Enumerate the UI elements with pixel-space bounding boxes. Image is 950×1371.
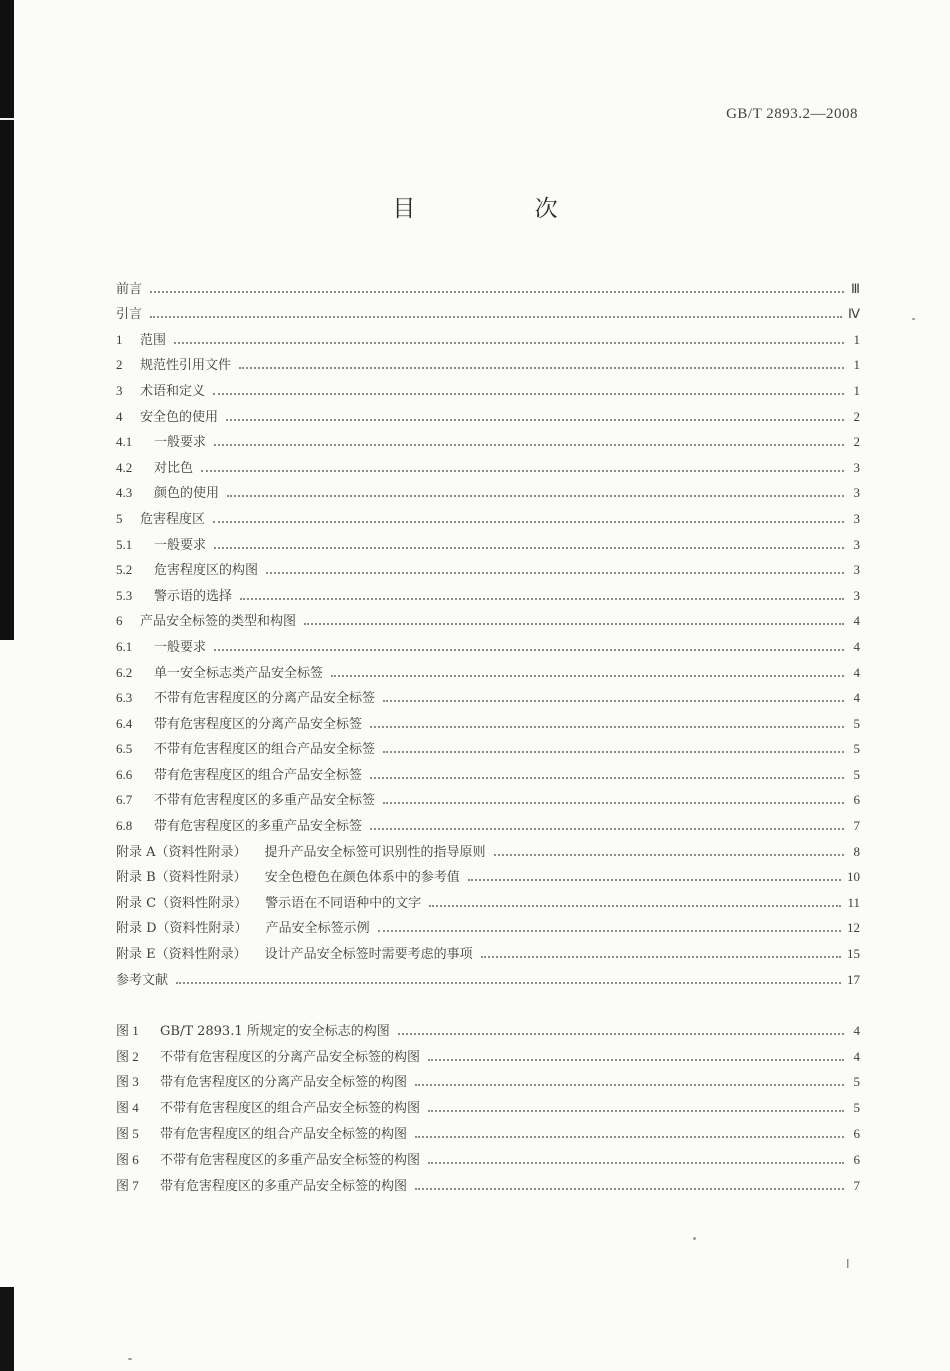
toc-entry[interactable] (116, 860, 860, 886)
scan-edge-top (0, 0, 14, 640)
section-title: 不带有危害程度区的多重产品安全标签 (154, 793, 376, 809)
scan-edge-bottom (0, 1287, 14, 1371)
dot-leader (239, 366, 844, 369)
section-number: 6.8 (116, 818, 133, 834)
section-title: 危害程度区的构图 (154, 563, 259, 579)
section-number: 6 (116, 613, 123, 629)
section-title: 单一安全标志类产品安全标签 (154, 665, 324, 681)
page-number: 5 (853, 1100, 860, 1116)
toc-entry[interactable] (116, 757, 860, 783)
scan-speck (912, 318, 915, 320)
page-number: 4 (853, 1048, 860, 1064)
page-number: 17 (847, 971, 860, 987)
page-number: 5 (853, 715, 860, 731)
page-number: 4 (853, 638, 860, 654)
dot-leader (428, 1161, 844, 1164)
page-number: 1 (853, 357, 860, 373)
toc-entry[interactable] (116, 553, 860, 579)
toc-entry[interactable] (116, 629, 860, 655)
figure-entry[interactable] (116, 1168, 860, 1194)
figure-number: 图 7 (116, 1177, 139, 1193)
dot-leader (214, 648, 844, 651)
section-number: 5 (116, 510, 123, 526)
page-number: 4 (853, 690, 860, 706)
section-title: 提升产品安全标签可识别性的指导原则 (264, 844, 486, 860)
section-title: 对比色 (154, 460, 194, 476)
dot-leader (481, 955, 841, 958)
figure-title: 带有危害程度区的多重产品安全标签的构图 (160, 1178, 408, 1194)
section-number: 5.3 (116, 587, 133, 603)
page-number: 6 (853, 792, 860, 808)
page-number: 15 (847, 946, 860, 962)
appendix-prefix: 附录 E（资料性附录） (116, 947, 247, 963)
section-number: 3 (116, 382, 123, 398)
section-number: 1 (116, 331, 123, 347)
section-number: 4.2 (116, 459, 133, 475)
toc-entry[interactable] (116, 348, 860, 374)
page-number: 7 (853, 818, 860, 834)
figure-title: 不带有危害程度区的多重产品安全标签的构图 (160, 1152, 421, 1168)
page-number: 3 (853, 459, 860, 475)
toc-entry[interactable] (116, 399, 860, 425)
figure-entry[interactable] (116, 1090, 860, 1116)
dot-leader (213, 392, 844, 395)
toc-list (116, 271, 860, 988)
dot-leader (214, 546, 844, 549)
section-title: 术语和定义 (140, 383, 206, 399)
figure-entry[interactable] (116, 1039, 860, 1065)
page-number: 6 (853, 1151, 860, 1167)
dot-leader (428, 1109, 844, 1112)
section-title: 产品安全标签的类型和构图 (140, 614, 297, 630)
section-title: 安全色的使用 (140, 409, 219, 425)
toc-entry[interactable] (116, 962, 860, 988)
dot-leader (201, 469, 844, 472)
dot-leader (150, 315, 842, 318)
section-title: 不带有危害程度区的组合产品安全标签 (154, 742, 376, 758)
section-title: 颜色的使用 (154, 486, 220, 502)
toc-entry[interactable] (116, 373, 860, 399)
section-title: 不带有危害程度区的分离产品安全标签 (154, 691, 376, 707)
page-number: 1 (853, 331, 860, 347)
page-number: 4 (853, 613, 860, 629)
page-number: Ⅲ (851, 280, 860, 296)
section-title: 一般要求 (154, 435, 207, 451)
page-number: 12 (847, 920, 860, 936)
dot-leader (383, 750, 844, 753)
appendix-prefix: 附录 A（资料性附录） (116, 844, 247, 860)
dot-leader (266, 571, 844, 574)
toc-entry[interactable] (116, 322, 860, 348)
toc-entry[interactable] (116, 655, 860, 681)
section-number: 2 (116, 357, 123, 373)
section-number: 6.4 (116, 715, 133, 731)
figure-list (116, 1013, 860, 1194)
toc-entry[interactable] (116, 783, 860, 809)
toc-entry[interactable] (116, 808, 860, 834)
toc-entry[interactable] (116, 450, 860, 476)
section-title: 安全色橙色在颜色体系中的参考值 (264, 870, 460, 886)
page-number: 2 (853, 408, 860, 424)
dot-leader (494, 853, 844, 856)
section-title: 规范性引用文件 (140, 358, 232, 374)
appendix-prefix: 附录 C（资料性附录） (116, 895, 248, 911)
dot-leader (331, 674, 844, 677)
dot-leader (370, 776, 844, 779)
section-number: 6.2 (116, 664, 133, 680)
scan-edge-notch (0, 118, 14, 120)
dot-leader (370, 725, 844, 728)
toc-entry[interactable] (116, 578, 860, 604)
figure-number: 图 2 (116, 1048, 139, 1064)
section-number: 4.1 (116, 434, 133, 450)
toc-entry[interactable] (116, 911, 860, 937)
page-number: 8 (853, 843, 860, 859)
section-title: 带有危害程度区的多重产品安全标签 (154, 819, 363, 835)
toc-entry[interactable] (116, 271, 860, 297)
toc-entry[interactable] (116, 501, 860, 527)
toc-entry[interactable] (116, 425, 860, 451)
section-title: 一般要求 (154, 537, 207, 553)
dot-leader (227, 494, 844, 497)
section-number: 4.3 (116, 485, 133, 501)
section-title: 一般要求 (154, 639, 207, 655)
page-number: 5 (853, 1074, 860, 1090)
dot-leader (383, 801, 844, 804)
dot-leader (214, 443, 844, 446)
section-title: 产品安全标签示例 (265, 921, 370, 937)
scan-speck (693, 1237, 696, 1240)
dot-leader (240, 597, 844, 600)
page-marker: Ⅰ (846, 1257, 850, 1271)
toc-entry[interactable] (116, 732, 860, 758)
dot-leader (415, 1135, 844, 1138)
page-number: 3 (853, 562, 860, 578)
figure-number: 图 6 (116, 1151, 139, 1167)
page-number: 3 (853, 485, 860, 501)
section-title: 范围 (140, 332, 167, 348)
toc-entry[interactable] (116, 681, 860, 707)
dot-leader (383, 699, 844, 702)
figure-title: 不带有危害程度区的组合产品安全标签的构图 (160, 1101, 421, 1117)
page-number: 5 (853, 741, 860, 757)
page-number: 1 (853, 382, 860, 398)
figure-number: 图 5 (116, 1125, 139, 1141)
dot-leader (429, 904, 841, 907)
page-number: Ⅳ (848, 306, 860, 322)
toc-entry[interactable] (116, 297, 860, 323)
dot-leader (398, 1032, 844, 1035)
figure-title: 带有危害程度区的组合产品安全标签的构图 (160, 1126, 408, 1142)
section-title: 设计产品安全标签时需要考虑的事项 (264, 947, 473, 963)
page-number: 3 (853, 536, 860, 552)
toc-entry[interactable] (116, 834, 860, 860)
dot-leader (378, 929, 841, 932)
figure-title: GB/T 2893.1 所规定的安全标志的构图 (160, 1023, 390, 1039)
dot-leader (415, 1187, 844, 1190)
dot-leader (370, 827, 844, 830)
scan-speck (128, 1358, 132, 1360)
dot-leader (428, 1058, 844, 1061)
figure-title: 带有危害程度区的分离产品安全标签的构图 (160, 1075, 408, 1091)
section-number: 5.2 (116, 562, 133, 578)
page-number: 10 (847, 869, 860, 885)
document-code: GB/T 2893.2—2008 (726, 106, 858, 122)
section-title: 前言 (116, 281, 143, 297)
figure-entry[interactable] (116, 1013, 860, 1039)
page-number: 6 (853, 1125, 860, 1141)
dot-leader (468, 878, 841, 881)
section-number: 4 (116, 408, 123, 424)
figure-number: 图 3 (116, 1074, 139, 1090)
section-number: 6.3 (116, 690, 133, 706)
section-number: 6.6 (116, 766, 133, 782)
appendix-prefix: 附录 D（资料性附录） (116, 921, 248, 937)
toc-entry[interactable] (116, 476, 860, 502)
toc-entry[interactable] (116, 936, 860, 962)
page-number: 4 (853, 664, 860, 680)
dot-leader (213, 520, 844, 523)
dot-leader (226, 418, 844, 421)
toc-entry[interactable] (116, 604, 860, 630)
dot-leader (415, 1083, 844, 1086)
section-title: 危害程度区 (140, 511, 206, 527)
section-number: 5.1 (116, 536, 133, 552)
page-number: 4 (853, 1022, 860, 1038)
page-number: 11 (847, 894, 860, 910)
section-title: 引言 (116, 307, 143, 323)
page-number: 2 (853, 434, 860, 450)
page-number: 3 (853, 587, 860, 603)
page-number: 7 (853, 1177, 860, 1193)
dot-leader (150, 290, 844, 293)
dot-leader (176, 981, 841, 984)
dot-leader (174, 341, 844, 344)
figure-title: 不带有危害程度区的分离产品安全标签的构图 (160, 1049, 421, 1065)
toc-entry[interactable] (116, 527, 860, 553)
section-number: 6.5 (116, 741, 133, 757)
section-title: 带有危害程度区的分离产品安全标签 (154, 716, 363, 732)
section-title: 警示语在不同语种中的文字 (265, 895, 422, 911)
toc-entry[interactable] (116, 706, 860, 732)
figure-number: 图 4 (116, 1100, 139, 1116)
section-number: 6.7 (116, 792, 133, 808)
section-number: 6.1 (116, 638, 133, 654)
toc-entry[interactable] (116, 885, 860, 911)
page-title: 目 次 (392, 196, 614, 222)
section-title: 带有危害程度区的组合产品安全标签 (154, 767, 363, 783)
figure-number: 图 1 (116, 1022, 139, 1038)
figure-entry[interactable] (116, 1065, 860, 1091)
figure-entry[interactable] (116, 1116, 860, 1142)
page-number: 3 (853, 510, 860, 526)
appendix-prefix: 附录 B（资料性附录） (116, 870, 247, 886)
section-title: 警示语的选择 (154, 588, 233, 604)
dot-leader (304, 622, 844, 625)
page-number: 5 (853, 766, 860, 782)
section-title: 参考文献 (116, 972, 169, 988)
figure-entry[interactable] (116, 1142, 860, 1168)
